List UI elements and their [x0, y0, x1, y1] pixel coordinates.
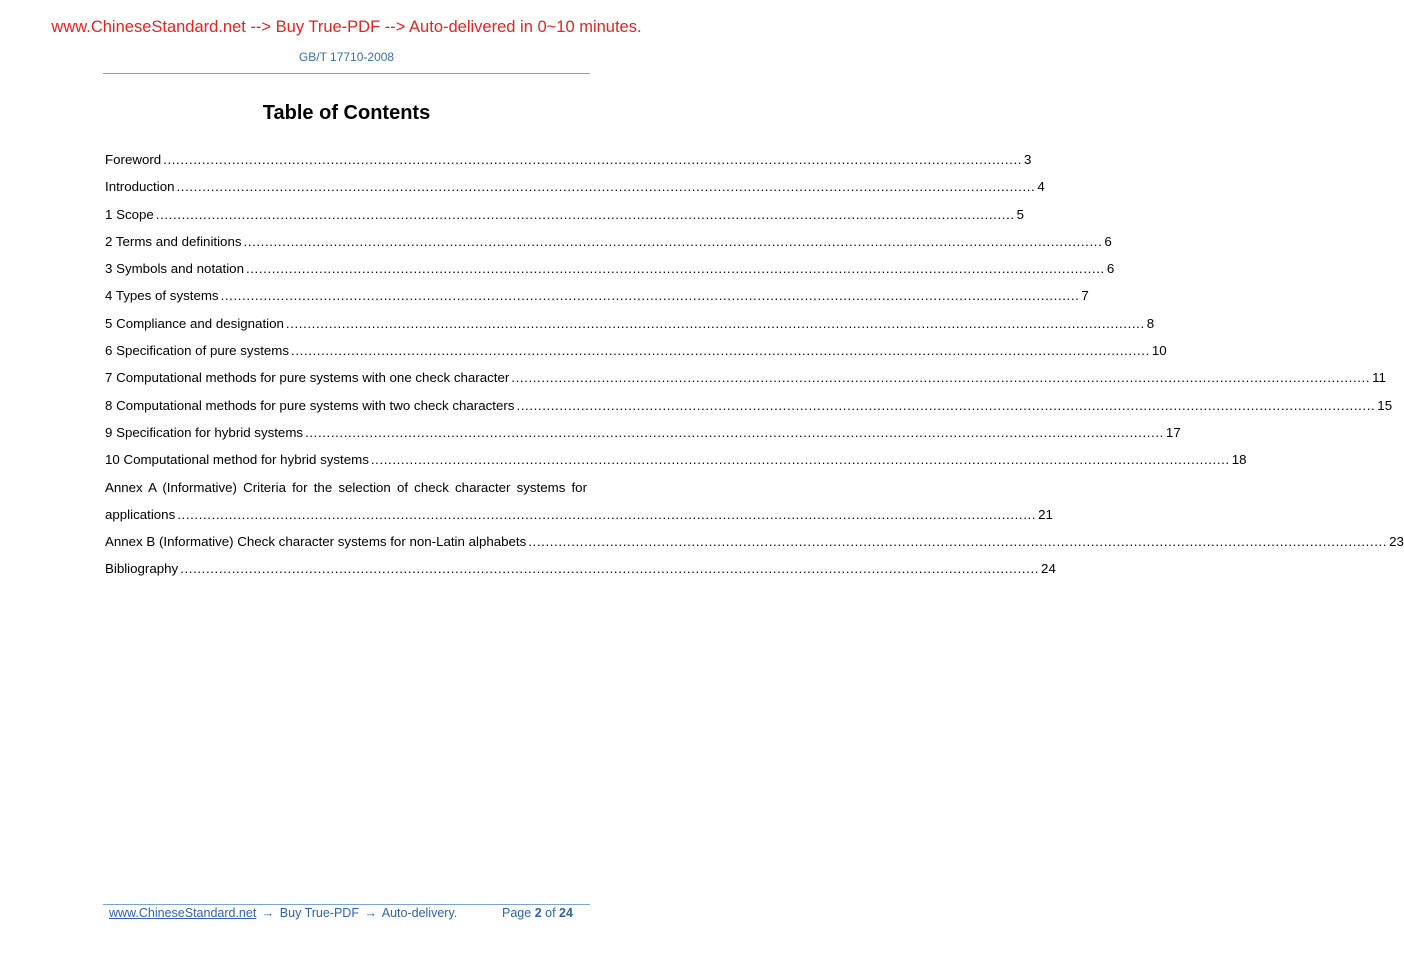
toc-entry-label: 7 Computational methods for pure systems with one check character	[105, 370, 510, 386]
toc-entry-page: 8	[1146, 315, 1155, 331]
toc-entry-label: Annex B (Informative) Check character systems for non-Latin alphabets	[105, 534, 527, 550]
toc-entry-page: 15	[1377, 397, 1393, 413]
toc-leader-dots: ........................................................................................................................................................................................................	[511, 370, 1371, 386]
header-divider	[103, 73, 590, 74]
toc-entry-label: 8 Computational methods for pure systems with two check characters	[105, 397, 515, 413]
footer-buy-text: Buy True-PDF	[279, 906, 359, 920]
toc-entry-label: Annex A (Informative) Criteria for the selection of check character systems for	[105, 479, 587, 495]
toc-entry-terms[interactable]	[105, 228, 1112, 255]
toc-entry-pure-spec[interactable]	[105, 337, 1167, 364]
toc-entry-compliance[interactable]	[105, 310, 1155, 337]
toc-entry-label: 9 Specification for hybrid systems	[105, 424, 304, 440]
toc-leader-dots: ........................................................................................................................................................................................................	[285, 315, 1145, 331]
toc-entry-symbols[interactable]	[105, 255, 1115, 282]
toc-leader-dots: ........................................................................................................................................................................................................	[291, 343, 1150, 359]
toc-entry-introduction[interactable]	[105, 173, 1045, 200]
page-label: Page	[502, 906, 532, 920]
toc-entry-page: 6	[1106, 261, 1115, 277]
toc-leader-dots: ........................................................................................................................................................................................................	[220, 288, 1080, 304]
footer-divider	[103, 904, 590, 905]
toc-leader-dots: ........................................................................................................................................................................................................	[180, 561, 1040, 577]
standard-id: GB/T 17710-2008	[298, 50, 395, 64]
toc-entry-page: 4	[1037, 179, 1045, 195]
toc-entry-page: 7	[1081, 288, 1089, 304]
toc-entry-page: 24	[1041, 561, 1056, 577]
table-of-contents	[105, 146, 1404, 583]
toc-entry-page: 5	[1016, 206, 1025, 222]
toc-entry-label: 4 Types of systems	[105, 288, 219, 304]
toc-entry-bibliography[interactable]	[105, 555, 1056, 582]
toc-entry-label: 1 Scope	[105, 206, 154, 222]
footer-delivery-text: Auto-delivery.	[381, 906, 458, 920]
toc-entry-page: 3	[1024, 152, 1032, 167]
toc-title: Table of Contents	[262, 102, 431, 124]
toc-entry-label: Bibliography	[105, 561, 179, 577]
footer-website-link[interactable]: www.ChineseStandard.net	[109, 906, 257, 920]
toc-leader-dots: ........................................................................................................................................................................................................	[177, 506, 1037, 522]
toc-entry-label-continued: applications	[105, 506, 176, 522]
toc-entry-label: 10 Computational method for hybrid systems	[105, 452, 369, 468]
toc-leader-dots: ........................................................................................................................................................................................................	[176, 179, 1036, 195]
toc-entry-label: Foreword	[105, 152, 162, 167]
toc-entry-foreword[interactable]	[105, 146, 1032, 173]
toc-entry-hybrid-method[interactable]	[105, 446, 1247, 473]
toc-entry-label: 2 Terms and definitions	[105, 233, 242, 249]
page-current: 2	[534, 906, 542, 920]
toc-leader-dots: ........................................................................................................................................................................................................	[243, 233, 1103, 249]
toc-entry-page: 23	[1389, 534, 1404, 550]
toc-entry-page: 18	[1231, 452, 1247, 468]
banner-text: www.ChineseStandard.net --> Buy True-PDF --> Auto-delivered in 0~10 minutes.	[51, 18, 642, 36]
toc-leader-dots: ........................................................................................................................................................................................................	[516, 397, 1376, 413]
footer	[109, 906, 589, 920]
toc-leader-dots: ........................................................................................................................................................................................................	[163, 152, 1023, 167]
arrow-right-icon: →	[364, 906, 377, 920]
toc-entry-page: 11	[1372, 370, 1386, 386]
toc-entry-page: 21	[1038, 506, 1053, 522]
toc-entry-label: 5 Compliance and designation	[105, 315, 284, 331]
toc-entry-pure-one[interactable]	[105, 364, 1386, 391]
page-total: 24	[559, 906, 573, 920]
toc-leader-dots: ........................................................................................................................................................................................................	[155, 206, 1015, 222]
toc-leader-dots: ........................................................................................................................................................................................................	[528, 534, 1388, 550]
page-indicator	[502, 906, 573, 920]
page-of: of	[545, 906, 556, 920]
toc-entry-hybrid-spec[interactable]	[105, 419, 1181, 446]
toc-entry-label: 3 Symbols and notation	[105, 261, 244, 277]
toc-leader-dots: ........................................................................................................................................................................................................	[370, 452, 1230, 468]
toc-entry-label: Introduction	[105, 179, 175, 195]
toc-entry-types[interactable]	[105, 282, 1089, 309]
arrow-right-icon: →	[261, 906, 275, 920]
toc-entry-annex-b[interactable]	[105, 528, 1404, 555]
toc-entry-page: 10	[1151, 343, 1167, 359]
toc-entry-annex-a[interactable]	[105, 474, 1053, 529]
toc-entry-page: 6	[1104, 233, 1112, 249]
toc-entry-label: 6 Specification of pure systems	[105, 343, 290, 359]
toc-entry-page: 17	[1165, 424, 1181, 440]
toc-entry-scope[interactable]	[105, 201, 1025, 228]
toc-leader-dots: ........................................................................................................................................................................................................	[245, 261, 1105, 277]
toc-entry-pure-two[interactable]	[105, 392, 1393, 419]
toc-leader-dots: ........................................................................................................................................................................................................	[305, 424, 1164, 440]
